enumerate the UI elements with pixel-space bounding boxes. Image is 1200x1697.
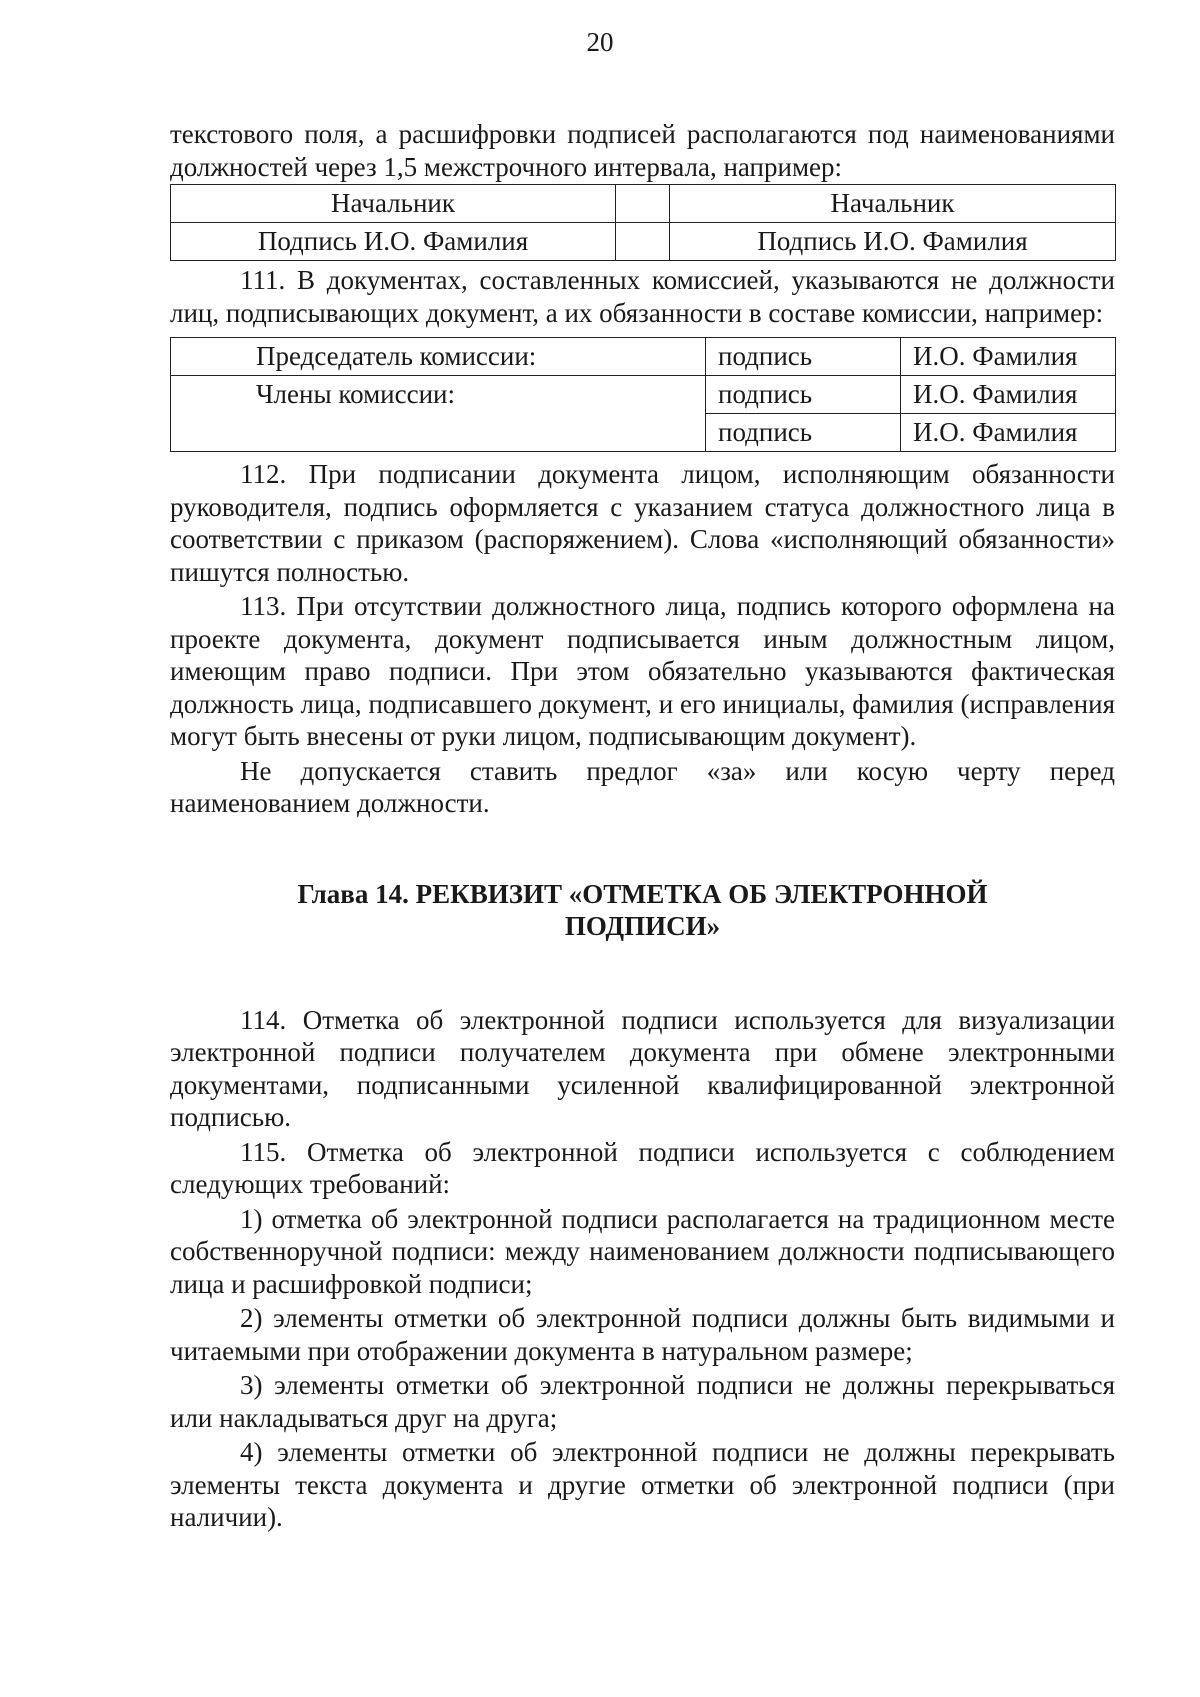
name-cell: И.О. Фамилия bbox=[901, 414, 1116, 452]
name-cell: И.О. Фамилия bbox=[901, 338, 1116, 376]
table-row bbox=[171, 223, 1116, 261]
intro-paragraph: текстового поля, а расшифровки подписей располагаются под наименованиями должностей через 1,5 межстрочного интервала, например: bbox=[170, 119, 1115, 182]
name-cell: И.О. Фамилия bbox=[901, 376, 1116, 414]
table-row bbox=[171, 376, 1116, 414]
signature-example-table bbox=[170, 184, 1116, 261]
right-position-cell: Начальник bbox=[670, 185, 1116, 223]
table-row bbox=[171, 185, 1116, 223]
commission-table bbox=[170, 337, 1116, 452]
paragraph-115: 115. Отметка об электронной подписи используется с соблюдением следующих требований: bbox=[170, 1136, 1115, 1199]
right-signature-cell: Подпись И.О. Фамилия bbox=[670, 223, 1116, 261]
spacer-cell bbox=[616, 185, 670, 223]
table-row bbox=[171, 414, 1116, 452]
signature-cell: подпись bbox=[706, 414, 901, 452]
paragraph-113-note: Не допускается ставить предлог «за» или косую черту перед наименованием должности. bbox=[170, 755, 1115, 818]
requirement-item: 1) отметка об электронной подписи располагается на традиционном месте собственноручной подписи: между наименованием должности подписывающего лица и расшифровкой подписи; bbox=[170, 1203, 1115, 1299]
members-label: Члены комиссии: bbox=[171, 376, 706, 414]
left-position-cell: Начальник bbox=[171, 185, 616, 223]
page-number: 20 bbox=[586, 27, 614, 57]
requirement-item: 3) элементы отметки об электронной подписи не должны перекрываться или накладываться друг на друга; bbox=[170, 1370, 1115, 1433]
chairman-label: Председатель комиссии: bbox=[171, 338, 706, 376]
signature-cell: подпись bbox=[706, 338, 901, 376]
signature-cell: подпись bbox=[706, 376, 901, 414]
paragraph-112: 112. При подписании документа лицом, исполняющим обязанности руководителя, подпись оформляется с указанием статуса должностного лица в соответствии с приказом (распоряжением). Слова «исполняющий обязанности» пишутся полностью. bbox=[170, 459, 1115, 587]
chapter-title bbox=[170, 878, 1115, 942]
spacer-cell bbox=[616, 223, 670, 261]
chapter-title-line-2: ПОДПИСИ» bbox=[564, 910, 721, 941]
requirement-item: 2) элементы отметки об электронной подписи должны быть видимыми и читаемыми при отображении документа в натуральном размере; bbox=[170, 1303, 1115, 1366]
chapter-title-line-1: Глава 14. РЕКВИЗИТ «ОТМЕТКА ОБ ЭЛЕКТРОННОЙ bbox=[297, 878, 988, 909]
document-body bbox=[170, 118, 1115, 1534]
left-signature-cell: Подпись И.О. Фамилия bbox=[171, 223, 616, 261]
empty-cell bbox=[171, 414, 706, 452]
paragraph-114: 114. Отметка об электронной подписи используется для визуализации электронной подписи получателем документа при обмене электронными документами, подписанными усиленной квалифицированной электронной подписью. bbox=[170, 1004, 1115, 1132]
paragraph-113: 113. При отсутствии должностного лица, подпись которого оформлена на проекте документа, документ подписывается иным должностным лицом, имеющим право подписи. При этом обязательно указываются фактическая должность лица, подписавшего документ, и его инициалы, фамилия (исправления могут быть внесены от руки лицом, подписывающим документ). bbox=[170, 591, 1115, 751]
table-row bbox=[171, 338, 1116, 376]
paragraph-111: 111. В документах, составленных комиссией, указываются не должности лиц, подписывающих документ, а их обязанности в составе комиссии, например: bbox=[170, 265, 1115, 328]
requirement-item: 4) элементы отметки об электронной подписи не должны перекрывать элементы текста документа и другие отметки об электронной подписи (при наличии). bbox=[170, 1437, 1115, 1532]
